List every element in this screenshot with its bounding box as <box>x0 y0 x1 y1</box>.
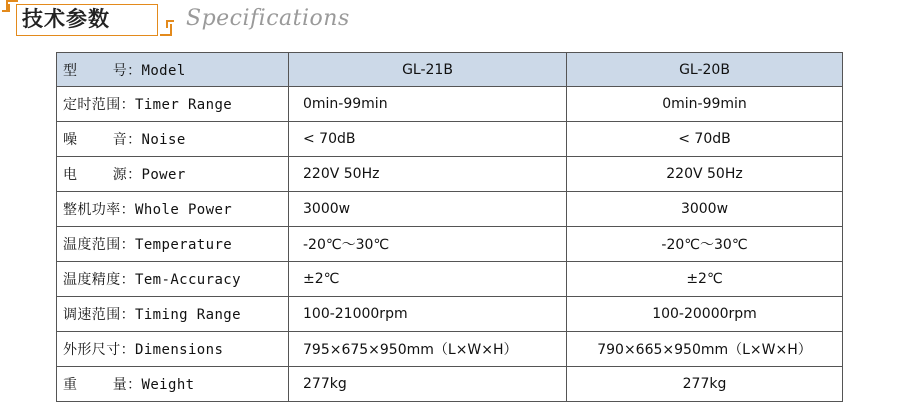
table-row <box>57 367 843 402</box>
row-label: 定时范围：Timer Range <box>57 87 289 122</box>
row-value-gl20b: < 70dB <box>567 122 843 157</box>
table-row <box>57 87 843 122</box>
frame-corner-ornament <box>2 4 10 12</box>
table-row <box>57 332 843 367</box>
section-title: 技术参数 <box>22 7 110 31</box>
row-value-gl21b: 795×675×950mm（L×W×H） <box>289 332 567 367</box>
specifications-table <box>56 52 843 402</box>
row-label: 重 量：Weight <box>57 367 289 402</box>
frame-corner-ornament <box>166 20 174 28</box>
model-gl20b-header: GL-20B <box>567 53 843 87</box>
row-label: 温度范围：Temperature <box>57 227 289 262</box>
row-label: 噪 音：Noise <box>57 122 289 157</box>
row-value-gl21b: 220V 50Hz <box>289 157 567 192</box>
row-value-gl20b: 100-20000rpm <box>567 297 843 332</box>
section-subtitle: Specifications <box>186 6 350 31</box>
row-label: 电 源：Power <box>57 157 289 192</box>
row-value-gl20b: 790×665×950mm（L×W×H） <box>567 332 843 367</box>
header-label: 型 号：Model <box>57 53 289 87</box>
row-value-gl20b: 277kg <box>567 367 843 402</box>
row-value-gl20b: 3000w <box>567 192 843 227</box>
model-gl21b-header: GL-21B <box>289 53 567 87</box>
table-row <box>57 262 843 297</box>
row-value-gl21b: 3000w <box>289 192 567 227</box>
row-value-gl21b: 100-21000rpm <box>289 297 567 332</box>
table-header-row <box>57 53 843 87</box>
section-header <box>0 0 900 40</box>
row-value-gl21b: 277kg <box>289 367 567 402</box>
row-value-gl21b: -20℃～30℃ <box>289 227 567 262</box>
table-row <box>57 122 843 157</box>
row-label: 外形尺寸：Dimensions <box>57 332 289 367</box>
table-row <box>57 227 843 262</box>
table-row <box>57 192 843 227</box>
row-value-gl20b: 220V 50Hz <box>567 157 843 192</box>
row-label: 温度精度：Tem-Accuracy <box>57 262 289 297</box>
table-row <box>57 157 843 192</box>
row-label: 整机功率：Whole Power <box>57 192 289 227</box>
row-value-gl21b: < 70dB <box>289 122 567 157</box>
row-value-gl20b: 0min-99min <box>567 87 843 122</box>
row-value-gl20b: -20℃～30℃ <box>567 227 843 262</box>
table-row <box>57 297 843 332</box>
row-label: 调速范围：Timing Range <box>57 297 289 332</box>
row-value-gl21b: ±2℃ <box>289 262 567 297</box>
row-value-gl21b: 0min-99min <box>289 87 567 122</box>
row-value-gl20b: ±2℃ <box>567 262 843 297</box>
